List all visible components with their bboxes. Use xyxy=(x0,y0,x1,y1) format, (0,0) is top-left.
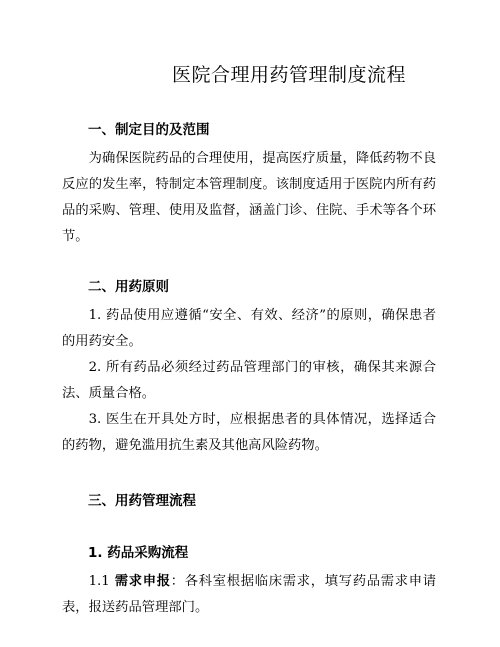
principles-list xyxy=(62,303,436,459)
step-number: 1.1 xyxy=(88,574,110,589)
principle-item: 1. 药品使用应遵循“安全、有效、经济”的原则，确保患者的用药安全。 xyxy=(62,308,436,349)
section-heading-purpose-scope: 一、制定目的及范围 xyxy=(88,122,210,138)
step-text: ：各科室根据临床需求，填写药品需求申请表，报送药品管理部门。 xyxy=(62,574,437,615)
subsection-heading-procurement: 1. 药品采购流程 xyxy=(88,545,189,561)
section-paragraph-purpose-scope: 为确保医院药品的合理使用，提高医疗质量，降低药物不良反应的发生率，特制定本管理制度。该制度适用于医院内所有药品的采购、管理、使用及监督，涵盖门诊、住院、手术等各个环节。 xyxy=(62,151,436,244)
step-label: 需求申报 xyxy=(114,574,171,589)
principle-item: 2. 所有药品必须经过药品管理部门的审核，确保其来源合法、质量合格。 xyxy=(62,360,436,401)
principle-item: 3. 医生在开具处方时，应根据患者的具体情况，选择适合的药物，避免滥用抗生素及其他高风险药物。 xyxy=(62,412,436,453)
document-title: 医院合理用药管理制度流程 xyxy=(171,64,406,86)
section-heading-principles: 二、用药原则 xyxy=(88,279,169,295)
section-heading-management-process: 三、用药管理流程 xyxy=(88,493,196,509)
procurement-step-item xyxy=(62,569,436,621)
